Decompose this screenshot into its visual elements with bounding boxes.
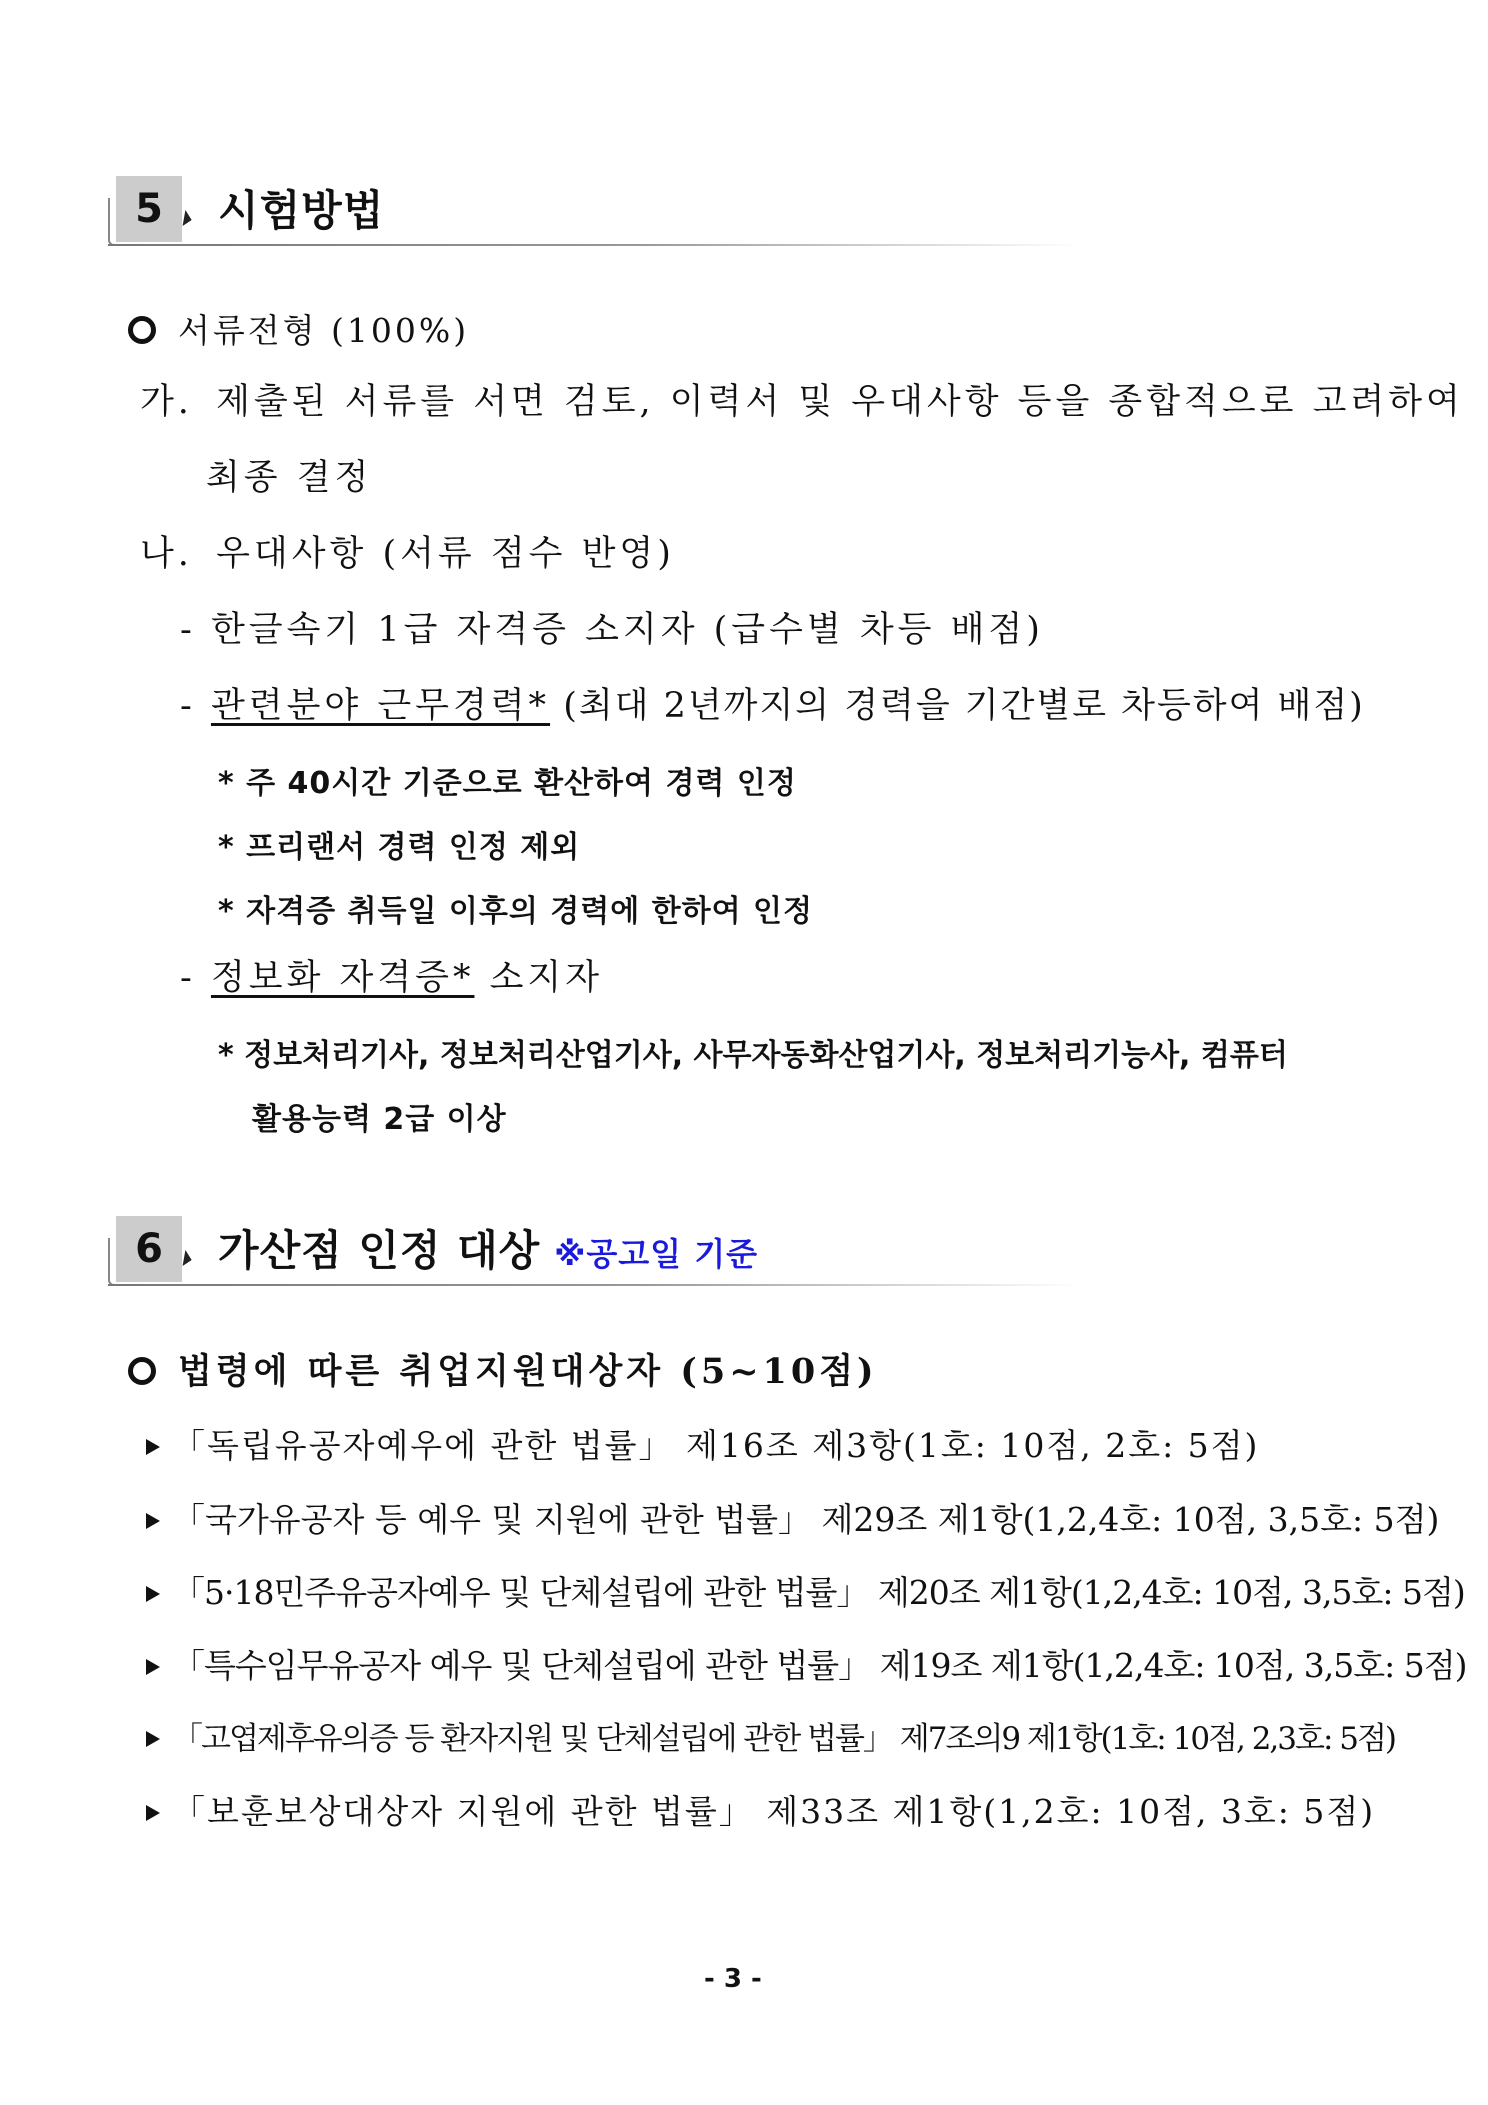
header-underline [108,1284,1080,1286]
triangle-bullet-icon [146,1513,160,1529]
circle-item-text: 법령에 따른 취업지원대상자 (5~10점) [178,1351,878,1392]
section-number: 6 [116,1216,182,1282]
dash-item-text: 소지자 [474,958,604,998]
law-item-6 [146,1786,1375,1833]
circle-bullet-icon [128,1357,156,1385]
law-item-1 [146,1420,1259,1467]
dash-item-career [180,678,1365,728]
law-item-text: 「5·18민주유공자예우 및 단체설립에 관한 법률」 제20조 제1항(1,2,4호: 10점, 3,5호: 5점) [172,1573,1465,1612]
triangle-bullet-icon [146,1586,160,1602]
law-item-3 [146,1567,1465,1614]
circle-item-employment-support [128,1344,878,1394]
section-title-note: ※공고일 기준 [554,1235,759,1273]
item-na [140,526,675,576]
section-number: 5 [116,176,182,242]
section-5-header [108,176,1080,248]
dash-item-stenography [180,602,1044,652]
dash-item-underlined: 관련분야 근무경력* [210,686,551,726]
dash-item-text: (최대 2년까지의 경력을 기간별로 차등하여 배점) [550,686,1365,726]
triangle-bullet-icon [146,1439,160,1455]
flag-icon [183,1250,194,1266]
section-title: 시험방법 [218,186,385,235]
law-item-text: 「국가유공자 등 예우 및 지원에 관한 법률」 제29조 제1항(1,2,4호: 10점, 3,5호: 5점) [172,1500,1440,1539]
triangle-bullet-icon [146,1659,160,1675]
note-career-2: * 프리랜서 경력 인정 제외 [218,830,581,865]
item-ga [140,374,1464,424]
dash-item-certificate [180,950,603,1000]
circle-item-text: 서류전형 (100%) [178,311,470,350]
header-underline [108,244,1080,246]
law-item-5 [146,1713,1395,1758]
law-item-text: 「독립유공자예우에 관한 법률」 제16조 제3항(1호: 10점, 2호: 5점) [172,1426,1260,1465]
section-title [218,1218,758,1278]
triangle-bullet-icon [146,1805,160,1821]
law-item-2 [146,1494,1439,1541]
note-certificate-continued: 활용능력 2급 이상 [252,1102,507,1137]
item-ga-text: 제출된 서류를 서면 검토, 이력서 및 우대사항 등을 종합적으로 고려하여 [216,382,1464,422]
dash-item-text: 한글속기 1급 자격증 소지자 (급수별 차등 배점) [210,610,1044,650]
note-certificate: * 정보처리기사, 정보처리산업기사, 사무자동화산업기사, 정보처리기능사, 컴퓨터 [218,1038,1288,1073]
section-title-text: 가산점 인정 대상 [218,1226,541,1275]
dash-icon: - [180,958,211,998]
note-career-1: * 주 40시간 기준으로 환산하여 경력 인정 [218,766,797,801]
section-6-header [108,1216,1080,1288]
item-ga-label: 가. [140,382,193,422]
circle-bullet-icon [128,316,156,344]
dash-icon: - [180,686,211,726]
item-na-text: 우대사항 (서류 점수 반영) [216,534,675,574]
note-career-3: * 자격증 취득일 이후의 경력에 한하여 인정 [218,894,814,929]
item-na-label: 나. [140,534,193,574]
law-item-text: 「보훈보상대상자 지원에 관한 법률」 제33조 제1항(1,2호: 10점, 3호: 5점) [172,1792,1376,1831]
page-number: - 3 - [704,1964,762,1994]
law-item-4 [146,1640,1467,1687]
item-ga-continued: 최종 결정 [206,458,373,498]
law-item-text: 「특수임무유공자 예우 및 단체설립에 관한 법률」 제19조 제1항(1,2,4호: 10점, 3,5호: 5점) [172,1646,1467,1685]
dash-item-underlined: 정보화 자격증* [210,958,475,998]
circle-item-document-screening [128,305,469,352]
triangle-bullet-icon [146,1731,160,1747]
dash-icon: - [180,610,211,650]
law-item-text: 「고엽제후유의증 등 환자지원 및 단체설립에 관한 법률」 제7조의9 제1항(1호: 10점, 2,3호: 5점) [172,1721,1396,1757]
flag-icon [183,210,194,226]
